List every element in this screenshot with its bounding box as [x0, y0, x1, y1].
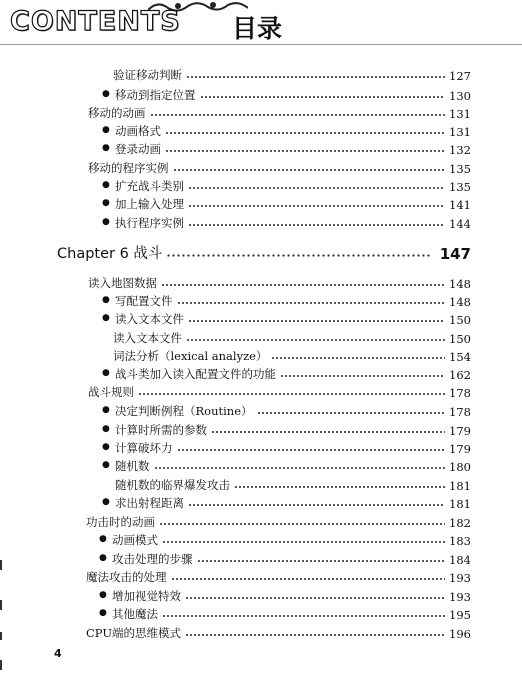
bullet-icon: ●	[102, 198, 110, 208]
toc-entry-page: 184	[449, 553, 471, 567]
toc-entry[interactable]	[102, 456, 471, 474]
toc-entry[interactable]	[88, 158, 471, 176]
toc-entry-title: 登录动画	[115, 142, 161, 156]
toc-entry-page: 193	[449, 571, 471, 585]
toc-entry-title: 加上输入处理	[115, 197, 184, 211]
toc-entry[interactable]	[99, 530, 471, 548]
toc-entry[interactable]	[102, 493, 471, 511]
toc-entry[interactable]	[113, 328, 471, 346]
toc-entry-page: 130	[449, 89, 471, 103]
toc-entry-page: 148	[449, 295, 471, 309]
toc-entry-page: 180	[449, 460, 471, 474]
dot-leader	[171, 578, 446, 580]
bullet-icon: ●	[102, 89, 110, 99]
toc-entry-page: 132	[449, 143, 471, 157]
dot-leader	[234, 486, 445, 488]
toc-entry-page: 195	[449, 608, 471, 622]
toc-entry[interactable]	[99, 586, 471, 604]
bullet-icon: ●	[102, 217, 110, 227]
toc-entry[interactable]	[102, 85, 471, 103]
toc-entry-page: 183	[449, 534, 471, 548]
toc-entry[interactable]	[102, 309, 471, 327]
dot-leader	[188, 320, 445, 322]
bullet-icon: ●	[102, 180, 110, 190]
toc-entry-page: 131	[449, 107, 471, 121]
bullet-icon: ●	[102, 497, 110, 507]
toc-entry[interactable]	[99, 604, 471, 622]
toc-entry-page: 178	[449, 386, 471, 400]
toc-entry-page: 162	[449, 368, 471, 382]
toc-entry-page: 144	[449, 217, 471, 231]
toc-entry[interactable]	[86, 512, 471, 530]
toc-entry-title: 增加视觉特效	[112, 589, 181, 603]
toc-entry-title: 战斗规则	[88, 385, 134, 399]
toc-entry-page: 182	[449, 516, 471, 530]
dot-leader	[150, 114, 446, 116]
toc-entry-page: 179	[449, 424, 471, 438]
scan-margin-mark	[0, 632, 2, 640]
toc-entry-title: 计算时所需的参数	[115, 423, 207, 437]
toc-entry-page: 141	[449, 198, 471, 212]
toc-entry[interactable]	[86, 567, 471, 585]
toc-entry-title: 执行程序实例	[115, 216, 184, 230]
chapter-title: Chapter 6 战斗	[57, 246, 163, 262]
toc-entry[interactable]	[102, 364, 471, 382]
toc-entry-page: 196	[449, 627, 471, 641]
dot-leader	[280, 375, 445, 377]
dot-leader	[159, 523, 445, 525]
dot-leader	[173, 169, 446, 171]
scan-margin-mark	[0, 600, 2, 610]
toc-entry[interactable]	[102, 139, 471, 157]
toc-entry-title: 功击时的动画	[86, 515, 155, 529]
toc-entry-title: 词法分析（lexical analyze）	[113, 349, 268, 363]
toc-entry[interactable]	[115, 475, 471, 493]
toc-entry[interactable]	[102, 438, 471, 456]
scan-margin-mark	[0, 560, 2, 570]
toc-entry-title: 其他魔法	[112, 607, 158, 621]
toc-entry-page: 193	[449, 590, 471, 604]
bullet-icon: ●	[102, 460, 110, 470]
toc-entry-page: 179	[449, 442, 471, 456]
toc-entry-title: 移动的动画	[88, 106, 146, 120]
dot-leader	[257, 412, 446, 414]
toc-entry[interactable]	[102, 176, 471, 194]
dot-leader	[185, 597, 445, 599]
bullet-icon: ●	[102, 295, 110, 305]
toc-entry-title: 动画格式	[115, 124, 161, 138]
header-rule	[0, 44, 522, 45]
dot-leader	[211, 431, 445, 433]
dot-leader	[165, 132, 445, 134]
bullet-icon: ●	[102, 143, 110, 153]
toc-entry-page: 131	[449, 125, 471, 139]
toc-entry-page: 150	[449, 332, 471, 346]
toc-entry-title: 战斗类加入读入配置文件的功能	[115, 367, 276, 381]
toc-entry-page: 148	[449, 277, 471, 291]
bullet-icon: ●	[102, 442, 110, 452]
dot-leader	[166, 254, 431, 257]
bullet-icon: ●	[102, 405, 110, 415]
toc-entry[interactable]	[102, 213, 471, 231]
scan-margin-mark	[0, 660, 2, 670]
toc-entry-title: 读入文本文件	[115, 312, 184, 326]
toc-entry[interactable]	[88, 103, 471, 121]
toc-entry-title: 读入文本文件	[113, 331, 182, 345]
dot-leader	[197, 560, 446, 562]
toc-entry-title: 扩充战斗类别	[115, 179, 184, 193]
dot-leader	[188, 504, 445, 506]
toc-entry-title: 读入地图数据	[88, 276, 157, 290]
toc-entry-page: 135	[449, 162, 471, 176]
toc-entry[interactable]	[102, 121, 471, 139]
toc-entry-title: 求出射程距离	[115, 496, 184, 510]
toc-entry[interactable]	[86, 623, 471, 641]
toc-entry-title: 验证移动判断	[113, 68, 182, 82]
toc-entry-title: 动画模式	[112, 533, 158, 547]
toc-entry-title: 攻击处理的步骤	[112, 552, 193, 566]
chapter-heading[interactable]	[57, 241, 471, 263]
toc-entry-page: 127	[449, 69, 471, 83]
bullet-icon: ●	[99, 553, 107, 563]
bullet-icon: ●	[99, 590, 107, 600]
toc-entry[interactable]	[102, 194, 471, 212]
bullet-icon: ●	[99, 608, 107, 618]
toc-entry-title: 随机数	[115, 459, 150, 473]
dot-leader	[200, 96, 446, 98]
dot-leader	[188, 224, 445, 226]
dot-leader	[162, 541, 445, 543]
toc-entry-title: 移动到指定位置	[115, 88, 196, 102]
bullet-icon: ●	[102, 368, 110, 378]
dot-leader	[138, 393, 445, 395]
bullet-icon: ●	[102, 424, 110, 434]
chapter-page: 147	[439, 245, 471, 263]
toc-entry-page: 154	[449, 350, 471, 364]
page-number: 4	[54, 647, 62, 660]
toc-entry[interactable]	[113, 346, 471, 364]
toc-entry-title: 移动的程序实例	[88, 161, 169, 175]
toc-entry-page: 181	[449, 497, 471, 511]
dot-leader	[188, 205, 445, 207]
toc-entry-title: 写配置文件	[115, 294, 173, 308]
toc-entry-page: 181	[449, 479, 471, 493]
toc-entry[interactable]	[113, 65, 471, 83]
toc-entry[interactable]	[99, 549, 471, 567]
dot-leader	[186, 76, 445, 78]
bullet-icon: ●	[102, 313, 110, 323]
toc-entry-page: 150	[449, 313, 471, 327]
dot-leader	[177, 449, 446, 451]
toc-entry[interactable]	[88, 382, 471, 400]
toc-entry[interactable]	[102, 420, 471, 438]
toc-entry[interactable]	[102, 401, 471, 419]
toc-entry-title: CPU端的思维模式	[86, 626, 182, 640]
dot-leader	[271, 357, 445, 359]
bullet-icon: ●	[99, 534, 107, 544]
toc-entry-page: 135	[449, 180, 471, 194]
dot-leader	[154, 467, 446, 469]
dot-leader	[162, 615, 445, 617]
toc-entry[interactable]	[88, 273, 471, 291]
bullet-icon: ●	[102, 125, 110, 135]
toc-entry-title: 魔法攻击的处理	[86, 570, 167, 584]
dot-leader	[177, 302, 446, 304]
toc-title: 目录	[232, 14, 283, 43]
dot-leader	[165, 150, 445, 152]
dot-leader	[185, 634, 445, 636]
toc-entry-title: 计算破坏力	[115, 441, 173, 455]
toc-entry-title: 随机数的临界爆发攻击	[115, 478, 230, 492]
dot-leader	[186, 339, 445, 341]
toc-entry[interactable]	[102, 291, 471, 309]
page-header	[0, 0, 522, 46]
toc-entry-page: 178	[449, 405, 471, 419]
toc-entry-title: 决定判断例程（Routine）	[115, 404, 253, 418]
dot-leader	[161, 284, 445, 286]
dot-leader	[188, 187, 445, 189]
contents-heading: CONTENTS	[10, 6, 181, 37]
